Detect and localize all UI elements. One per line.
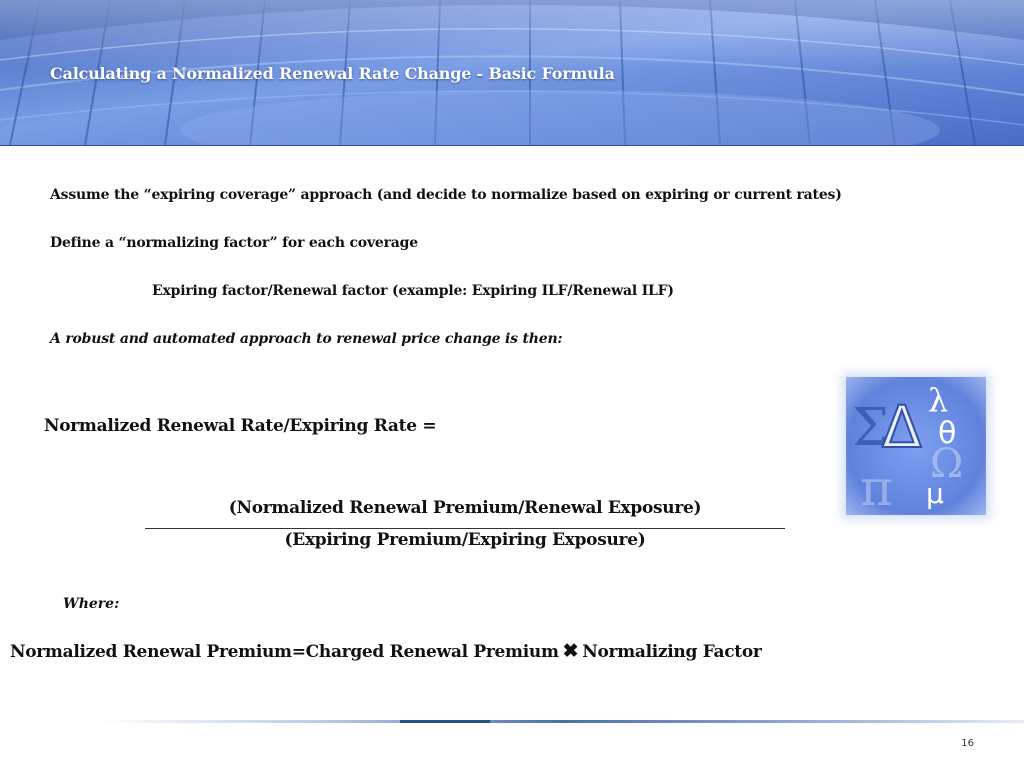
delta-glyph: Δ [882,393,922,461]
pi-glyph: π [860,459,893,515]
footer-rule [100,720,1024,723]
page-number: 16 [961,738,974,749]
equation-numerator: (Normalized Renewal Premium/Renewal Exposure) [228,498,702,518]
header-banner [0,0,1024,146]
theta-glyph: θ [938,416,957,451]
equation-lhs: Normalized Renewal Rate/Expiring Rate = [44,416,437,436]
equation-denominator: (Expiring Premium/Expiring Exposure) [284,530,646,550]
bullet-robust-approach: A robust and automated approach to renewal price change is then: [50,331,563,347]
fraction-bar [145,528,785,529]
final-formula-left: Normalized Renewal Premium=Charged Renewal Premium [10,642,559,662]
final-formula-right: Normalizing Factor [582,642,762,662]
omega-glyph: Ω [930,441,964,487]
bullet-expiring-coverage: Assume the “expiring coverage” approach (and decide to normalize based on expiring or current rates) [50,187,842,203]
multiply-icon: ✖ [562,640,579,662]
lambda-glyph: λ [928,381,949,419]
mu-glyph: μ [926,477,944,510]
slide-title: Calculating a Normalized Renewal Rate Change - Basic Formula [50,64,615,83]
final-formula [10,640,762,662]
bullet-normalizing-factor: Define a “normalizing factor” for each coverage [50,235,418,251]
math-symbols-image [846,377,986,515]
bullet-factor-example: Expiring factor/Renewal factor (example: Expiring ILF/Renewal ILF) [152,283,674,299]
sigma-glyph: Σ [852,398,889,458]
where-label: Where: [63,596,120,612]
